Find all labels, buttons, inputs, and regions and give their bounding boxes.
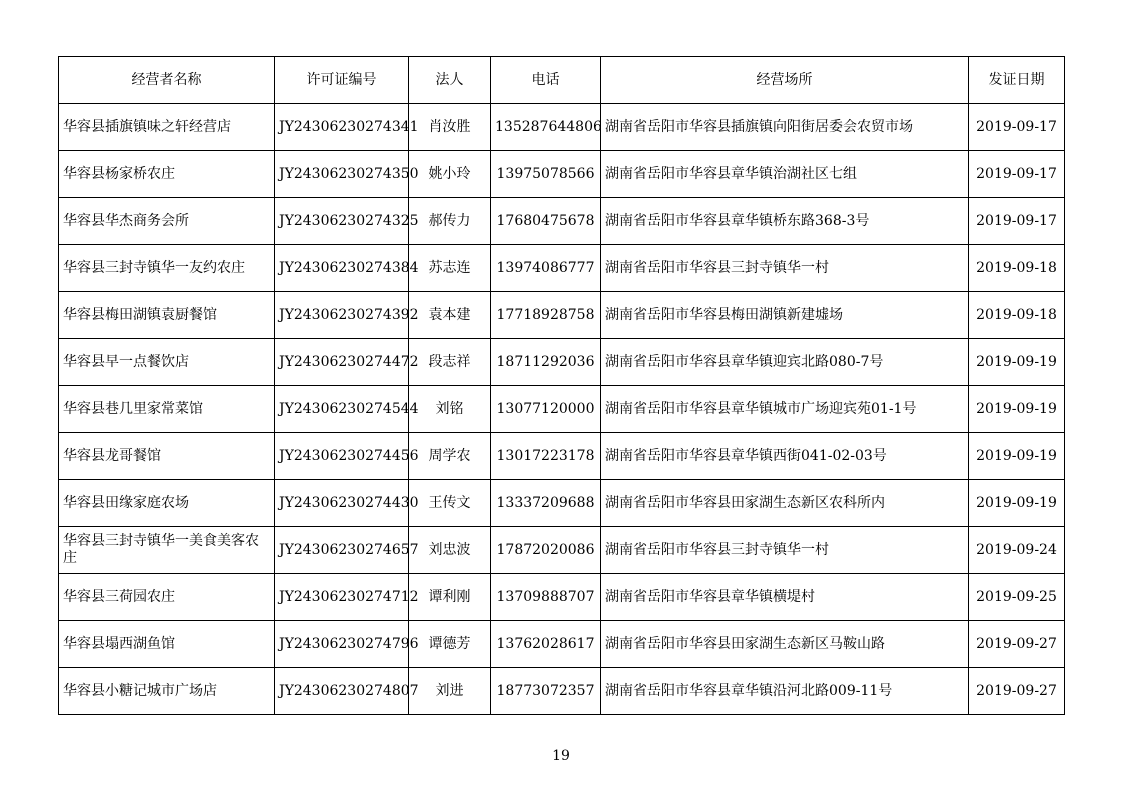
issue-date: 2019-09-18 <box>969 292 1065 339</box>
issue-date: 2019-09-27 <box>969 668 1065 715</box>
business-address: 湖南省岳阳市华容县章华镇治湖社区七组 <box>601 151 969 198</box>
business-address: 湖南省岳阳市华容县章华镇沿河北路009-11号 <box>601 668 969 715</box>
phone-number: 13975078566 <box>491 151 601 198</box>
legal-person: 谭德芳 <box>409 621 491 668</box>
legal-person: 袁本建 <box>409 292 491 339</box>
operator-name: 华容县早一点餐饮店 <box>59 339 275 386</box>
legal-person: 肖汝胜 <box>409 104 491 151</box>
issue-date: 2019-09-19 <box>969 433 1065 480</box>
table-row <box>59 386 1065 433</box>
issue-date: 2019-09-19 <box>969 480 1065 527</box>
phone-number: 13709888707 <box>491 574 601 621</box>
page-number: 19 <box>552 748 570 764</box>
phone-number: 13762028617 <box>491 621 601 668</box>
license-number: JY24306230274456 <box>275 433 409 480</box>
header-row <box>59 57 1065 104</box>
operator-name: 华容县三封寺镇华一美食美客农庄 <box>59 527 275 574</box>
phone-number: 18711292036 <box>491 339 601 386</box>
license-number: JY24306230274341 <box>275 104 409 151</box>
header-legal-person: 法人 <box>409 57 491 104</box>
phone-number: 18773072357 <box>491 668 601 715</box>
issue-date: 2019-09-24 <box>969 527 1065 574</box>
license-number: JY24306230274712 <box>275 574 409 621</box>
business-address: 湖南省岳阳市华容县三封寺镇华一村 <box>601 245 969 292</box>
license-number: JY24306230274325 <box>275 198 409 245</box>
phone-number: 17718928758 <box>491 292 601 339</box>
table-row <box>59 198 1065 245</box>
phone-number: 135287644806 <box>491 104 601 151</box>
legal-person: 刘铭 <box>409 386 491 433</box>
table-row <box>59 292 1065 339</box>
license-number: JY24306230274544 <box>275 386 409 433</box>
business-address: 湖南省岳阳市华容县章华镇迎宾北路080-7号 <box>601 339 969 386</box>
operator-name: 华容县三荷园农庄 <box>59 574 275 621</box>
legal-person: 刘忠波 <box>409 527 491 574</box>
license-number: JY24306230274807 <box>275 668 409 715</box>
license-number: JY24306230274392 <box>275 292 409 339</box>
issue-date: 2019-09-17 <box>969 104 1065 151</box>
license-number: JY24306230274796 <box>275 621 409 668</box>
operator-name: 华容县华杰商务会所 <box>59 198 275 245</box>
table-row <box>59 433 1065 480</box>
header-phone: 电话 <box>491 57 601 104</box>
phone-number: 17680475678 <box>491 198 601 245</box>
legal-person: 郝传力 <box>409 198 491 245</box>
issue-date: 2019-09-19 <box>969 386 1065 433</box>
table-row <box>59 245 1065 292</box>
license-number: JY24306230274472 <box>275 339 409 386</box>
license-number: JY24306230274384 <box>275 245 409 292</box>
issue-date: 2019-09-25 <box>969 574 1065 621</box>
business-address: 湖南省岳阳市华容县章华镇横堤村 <box>601 574 969 621</box>
legal-person: 谭利刚 <box>409 574 491 621</box>
issue-date: 2019-09-17 <box>969 151 1065 198</box>
phone-number: 13017223178 <box>491 433 601 480</box>
business-address: 湖南省岳阳市华容县田家湖生态新区马鞍山路 <box>601 621 969 668</box>
license-number: JY24306230274430 <box>275 480 409 527</box>
business-address: 湖南省岳阳市华容县章华镇西街041-02-03号 <box>601 433 969 480</box>
header-license-number: 许可证编号 <box>275 57 409 104</box>
table-row <box>59 151 1065 198</box>
header-operator-name: 经营者名称 <box>59 57 275 104</box>
table-row <box>59 104 1065 151</box>
phone-number: 13077120000 <box>491 386 601 433</box>
issue-date: 2019-09-18 <box>969 245 1065 292</box>
header-address: 经营场所 <box>601 57 969 104</box>
operator-name: 华容县杨家桥农庄 <box>59 151 275 198</box>
legal-person: 刘进 <box>409 668 491 715</box>
license-number: JY24306230274657 <box>275 527 409 574</box>
operator-name: 华容县小糖记城市广场店 <box>59 668 275 715</box>
business-address: 湖南省岳阳市华容县章华镇桥东路368-3号 <box>601 198 969 245</box>
business-address: 湖南省岳阳市华容县田家湖生态新区农科所内 <box>601 480 969 527</box>
table-row <box>59 339 1065 386</box>
legal-person: 姚小玲 <box>409 151 491 198</box>
issue-date: 2019-09-19 <box>969 339 1065 386</box>
operator-name: 华容县田缘家庭农场 <box>59 480 275 527</box>
phone-number: 13974086777 <box>491 245 601 292</box>
operator-name: 华容县巷几里家常菜馆 <box>59 386 275 433</box>
legal-person: 段志祥 <box>409 339 491 386</box>
header-issue-date: 发证日期 <box>969 57 1065 104</box>
legal-person: 周学农 <box>409 433 491 480</box>
operator-name: 华容县塌西湖鱼馆 <box>59 621 275 668</box>
phone-number: 17872020086 <box>491 527 601 574</box>
table-row <box>59 668 1065 715</box>
license-table <box>58 56 1065 715</box>
business-address: 湖南省岳阳市华容县三封寺镇华一村 <box>601 527 969 574</box>
issue-date: 2019-09-27 <box>969 621 1065 668</box>
phone-number: 13337209688 <box>491 480 601 527</box>
legal-person: 苏志连 <box>409 245 491 292</box>
business-address: 湖南省岳阳市华容县章华镇城市广场迎宾苑01-1号 <box>601 386 969 433</box>
operator-name: 华容县插旗镇味之轩经营店 <box>59 104 275 151</box>
operator-name: 华容县三封寺镇华一友约农庄 <box>59 245 275 292</box>
business-address: 湖南省岳阳市华容县梅田湖镇新建墟场 <box>601 292 969 339</box>
table-row <box>59 480 1065 527</box>
operator-name: 华容县梅田湖镇袁厨餐馆 <box>59 292 275 339</box>
license-number: JY24306230274350 <box>275 151 409 198</box>
operator-name: 华容县龙哥餐馆 <box>59 433 275 480</box>
table-row <box>59 527 1065 574</box>
table-row <box>59 574 1065 621</box>
legal-person: 王传文 <box>409 480 491 527</box>
business-address: 湖南省岳阳市华容县插旗镇向阳街居委会农贸市场 <box>601 104 969 151</box>
issue-date: 2019-09-17 <box>969 198 1065 245</box>
table-row <box>59 621 1065 668</box>
